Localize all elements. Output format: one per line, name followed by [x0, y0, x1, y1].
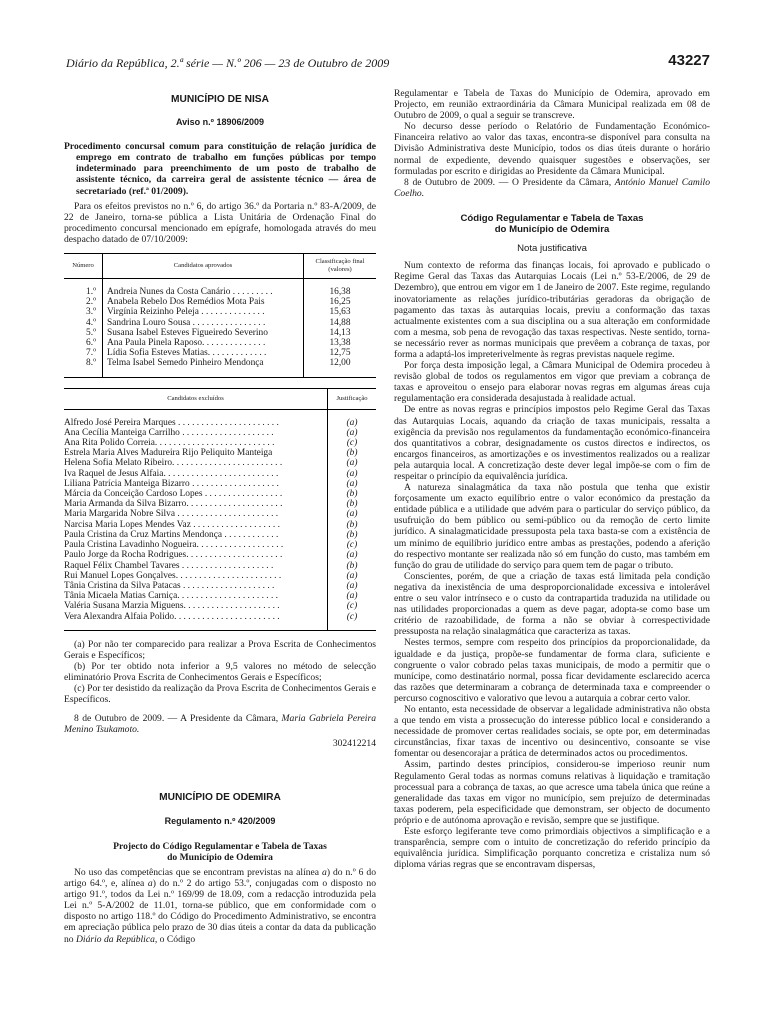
procedimento-title: Procedimento concursal comum para constituição de relação jurídica de emprego em contrato de trabalho em funções públicas por tempo indeterminado para preenchimento de um posto de trabalho de assistente técnico, da carreira geral de assistente técnico — área de secretariado (ref.ª 01/2009). — [64, 141, 376, 197]
leader-dots: . . . . . . . . . — [230, 287, 273, 298]
leader-dots: . . . . . . . . . . . . . . . . . . . . . . . — [175, 570, 282, 581]
leader-dots: . . . . . . . . . . . . . . — [202, 338, 266, 349]
candidate-name — [103, 338, 304, 348]
leader-dots: . . . . . . . . . . . . . . . . . . . . . . — [177, 591, 279, 602]
excluded-name — [64, 438, 328, 448]
candidate-name — [103, 358, 304, 368]
org-title-odemira: MUNICÍPIO DE ODEMIRA — [159, 791, 281, 803]
excluded-name-text: Iva Raquel de Jesus Alfaia — [64, 468, 164, 479]
row-number: 3.º — [86, 307, 96, 318]
leader-dots: . . . . . . . . . . . . . . . . . . . . . . . — [174, 611, 280, 622]
nota-paragraph: Num contexto de reforma das finanças locais, foi aprovado e publicado o Regime Geral das Taxas das Autarquias Locais (Lei n.º 53-E/2006, de 29 de Dezembro), que entrou em vigor em 1 de Janeiro de 2007. Este regime, regulando inovatoriamente as relações jurídico-tributárias geradoras da obrigação de pagamento das taxas às autarquias locais, previu a conformação das taxas actualmente existentes com a sua disciplina ou a sua alteração em conformidade com a mesma, sob pena de revogação das taxas respectivas. Neste sentido, torna-se necessário rever as normas municipais que prevêem a cobrança de taxas, por forma a adaptá-los impreterivelmente às regras previstas naquele regime. — [394, 260, 710, 360]
table-row — [64, 428, 376, 438]
candidate-name-text: Sandrina Louro Sousa — [107, 317, 191, 328]
nota-paragraph: Este esforço legiferante teve como primordiais objectivos a simplificação e a transparência, sempre com o intuito de concretização do referido princípio da equivalência jurídica. Simplificação porquanto concretiza e cristaliza num só diploma várias regras que se encontravam dispersas, — [394, 826, 710, 871]
leader-dots: . . . . . . . . . . . . — [222, 529, 279, 540]
table-row — [64, 489, 376, 499]
leader-dots: . . . . . . . . . . . . . . . . . . . . . — [186, 550, 283, 561]
justification-code: (c) — [328, 601, 377, 611]
excluded-name — [64, 581, 328, 591]
nota-paragraph: Por força desta imposição legal, a Câmara Municipal de Odemira procedeu à revisão global de todos os regulamentos em vigor que previam a cobrança de taxas e aproveitou o ensejo para elaborar novas regras em algumas áreas cuja regulamentação era considerada desajustada à realidade actual. — [394, 360, 710, 405]
excluded-name — [64, 540, 328, 550]
table-row — [64, 571, 376, 581]
row-number: 2.º — [86, 297, 96, 308]
classification-value: 16,38 — [304, 287, 377, 297]
table-row — [64, 418, 376, 428]
excluded-name — [64, 458, 328, 468]
para1-part: Diário da República — [76, 933, 155, 945]
justification-code: (a) — [328, 581, 377, 591]
justification-code: (a) — [328, 550, 377, 560]
justification-code: (a) — [328, 509, 377, 519]
odemira-signature — [394, 177, 710, 199]
table-row — [64, 540, 376, 550]
nisa-signature — [64, 713, 376, 735]
note-a: (a) Por não ter comparecido para realizar a Prova Escrita de Conhecimentos Gerais e Específicos; — [64, 638, 376, 661]
excluded-name — [64, 499, 328, 509]
excluded-name-text: Estrela Maria Alves Madureira Rijo Peliquito Manteiga — [64, 448, 273, 459]
candidate-name — [103, 287, 304, 297]
table-row — [64, 318, 376, 328]
notes — [64, 639, 376, 706]
table-row — [64, 509, 376, 519]
leader-dots: . . . . . . . . . . . . . . . . . . . . . . — [175, 509, 279, 520]
excluded-name-text: Alfredo José Pereira Marques — [64, 417, 176, 428]
justification-code: (c) — [328, 438, 377, 448]
classification-value: 12,00 — [304, 358, 377, 368]
justification-code: (a) — [328, 458, 377, 468]
table-row — [64, 601, 376, 611]
excluded-name-text: Maria Margarida Nobre Silva — [64, 509, 175, 520]
candidate-name-text: Ana Paula Pinela Raposo — [107, 338, 203, 349]
table-row — [64, 307, 376, 317]
approved-table — [64, 253, 376, 378]
excluded-name-text: Vera Alexandra Alfaia Polido — [64, 611, 175, 622]
nisa-signature-text: 8 de Outubro de 2009. — A Presidente da Câmara, — [74, 713, 282, 725]
leader-dots: . . . . . . . . . . . . . . . . . — [202, 489, 283, 500]
right-column — [394, 88, 710, 870]
excluded-name — [64, 612, 328, 622]
table-row — [64, 458, 376, 468]
excluded-name — [64, 489, 328, 499]
justification-code: (c) — [328, 612, 377, 622]
excluded-name — [64, 520, 328, 530]
leader-dots: . . . . . . . . . . . . . . . . . . . . . . . . . . — [154, 438, 275, 449]
excluded-name-text: Paula Cristina da Cruz Martins Mendonça — [64, 529, 223, 540]
leader-dots: . . . . . . . . . . . . . . . . . . . — [190, 519, 280, 530]
para1-part: ) do n.º 6 do artigo 64.º, e, alínea — [64, 866, 376, 890]
para1-part: No uso das competências que se encontram previstas na alínea — [74, 866, 323, 878]
org-title-nisa: MUNICÍPIO DE NISA — [171, 94, 269, 105]
table-row — [64, 550, 376, 560]
excluded-name-text: Maria Armanda da Silva Bizarro — [64, 499, 187, 510]
candidate-name — [103, 307, 304, 317]
aviso-title: Aviso n.º 18906/2009 — [175, 117, 264, 128]
leader-dots: . . . . . . . . . . . . . . . . . . . — [189, 478, 279, 489]
para1-part: a — [322, 866, 327, 878]
leader-dots: . . . . . . . . . . . . . . . . . . . . . . . . . — [163, 468, 279, 479]
excluded-name-text: Tânia Cristina da Silva Patacas — [64, 580, 181, 591]
justification-code: (a) — [328, 418, 377, 428]
justification-code: (b) — [328, 530, 377, 540]
para1-part: ) do n.º 2 do artigo 53.º, conjugadas com o disposto no artigo 91.º, todos da Lei n.º 169/99 de 18.09, com a redacção introduzida pela Lei n.º 5-A/2002 de 11.01, torna-se público, que em conformidade com o disposto no artigo 118.º do Código do Procedimento Administrativo, se encontra em apreciação pública pelo prazo de 30 dias úteis a contar da data da publicação no — [64, 878, 376, 945]
justification-code: (b) — [328, 499, 377, 509]
table-row — [64, 348, 376, 358]
table-row — [64, 469, 376, 479]
excluded-name-text: Ana Cecília Manteiga Carrilho — [64, 427, 180, 438]
leader-dots: . . . . . . . . . . . . . . — [198, 307, 265, 318]
nota-paragraph: No entanto, esta necessidade de observar a legalidade administrativa não obsta a que tendo em vista a prossecução do interesse público local e considerando a necessidade de promover certas realidades sociais, se opte por, em determinadas circunstâncias, fixar taxas de incentivo ou desincentivo, consoante se vise fomentar ou desencorajar a prática de determinados actos ou procedimentos. — [394, 703, 710, 760]
col-header-justificacao: Justificação — [328, 388, 377, 409]
table-row — [64, 328, 376, 338]
justification-code: (a) — [328, 428, 377, 438]
odemira-continuation: Regulamentar e Tabela de Taxas do Município de Odemira, aprovado em Projecto, em reunião extraordinária da Câmara Municipal realizada em 08 de Outubro de 2009, o qual a seguir se transcreve. — [394, 88, 710, 122]
table-row — [64, 581, 376, 591]
excluded-name — [64, 591, 328, 601]
row-number: 4.º — [86, 317, 96, 328]
classification-value: 14,88 — [304, 318, 377, 328]
nota-body — [394, 260, 710, 870]
justification-code: (a) — [328, 479, 377, 489]
excluded-name-text: Ana Rita Polido Correia — [64, 438, 155, 449]
row-number: 7.º — [86, 348, 96, 359]
table-row — [64, 297, 376, 307]
excluded-name — [64, 428, 328, 438]
classification-value: 15,63 — [304, 307, 377, 317]
table-row — [64, 591, 376, 601]
candidate-name-text: Anabela Rebelo Dos Remédios Mota Pais — [107, 297, 265, 308]
justification-code: (c) — [328, 540, 377, 550]
table-row — [64, 530, 376, 540]
excluded-name-text: Liliana Patrícia Manteiga Bizarro — [64, 478, 190, 489]
leader-dots: . . . . . . . . . . . . . . . . . . . . — [179, 560, 274, 571]
table-row — [64, 479, 376, 489]
candidate-name-text: Telma Isabel Semedo Pinheiro Mendonça — [107, 358, 264, 369]
odemira-para1 — [64, 867, 376, 945]
leader-dots: . . . . . . . . . . . . . . . . . . . . . — [183, 601, 280, 612]
col-header-numero: Número — [64, 254, 103, 279]
page-number: 43227 — [668, 52, 710, 69]
leader-dots: . . . . . . . . . . . . . — [207, 348, 267, 359]
candidate-name — [103, 318, 304, 328]
regulamento-title: Regulamento n.º 420/2009 — [164, 815, 276, 826]
projecto-title-line1: Projecto do Código Regulamentar e Tabela de Taxas — [113, 840, 327, 852]
justification-code: (a) — [328, 591, 377, 601]
nota-justificativa-heading: Nota justificativa — [517, 243, 587, 255]
para1-part: a — [147, 878, 153, 890]
odemira-signature-text: 8 de Outubro de 2009. — O Presidente da Câmara, — [404, 176, 615, 188]
table-row — [64, 438, 376, 448]
table-row — [64, 287, 376, 297]
nota-paragraph: Nestes termos, sempre com respeito dos princípios da proporcionalidade, da igualdade e da justiça, propõe-se fundamentar de forma clara, suficiente e congruente o valor cobrado pelas taxas municipais, de modo a permitir que o munícipe, como destinatário normal, possa ficar devidamente esclarecido acerca das razões que determinaram a cobrança de determinada taxa e compreender o percurso cognoscitivo e valorativo que levou a autarquia a cobrar certo valor. — [394, 637, 710, 704]
nota-paragraph: A natureza sinalagmática da taxa não postula que tenha que existir forçosamente um exacto equilíbrio entre o valor económico da prestação da entidade pública e a utilidade que advém para o particular do serviço público, da usufruição do bem público ou semi-público ou da remoção de certo limite jurídico. A sinalagmaticidade pressuposta pela taxa basta-se com a existência de um mínimo de equilíbrio jurídico entre ambas as prestações, podendo a aferição do respectivo montante ser realizada não só em função do custo, mas também em função do grau de utilidade do serviço para quem tem de pagar o tributo. — [394, 482, 710, 571]
candidate-name-text: Lídia Sofia Esteves Matias — [107, 348, 208, 359]
justification-code: (a) — [328, 571, 377, 581]
row-number: 6.º — [86, 338, 96, 349]
col-header-excluidos: Candidatos excluídos — [64, 388, 328, 409]
codigo-title-line2: do Município de Odemira — [494, 224, 610, 236]
leader-dots: . . . . . . . . . . . . . . . . . . . . . . . . — [172, 458, 283, 469]
candidate-name — [103, 297, 304, 307]
leader-dots: . . . . . . . . . . . . . . . . . . . — [196, 540, 284, 551]
justification-code: (b) — [328, 520, 377, 530]
journal-title: Diário da República, 2.ª série — N.º 206 — 23 de Outubro de 2009 — [66, 56, 390, 70]
leader-dots: . . . . . . . . . . . . . . . . . . . . . — [186, 499, 283, 510]
excluded-table — [64, 388, 376, 631]
projecto-title-line2: do Município de Odemira — [167, 851, 273, 863]
nisa-intro: Para os efeitos previstos no n.º 6, do artigo 36.º da Portaria n.º 83-A/2009, de 22 de Janeiro, torna-se pública a Lista Unitária de Ordenação Final do procedimento concursal mencionado em epígrafe, homologada através do meu despacho datado de 07/10/2009: — [64, 200, 376, 245]
candidate-name-text: Andreia Nunes da Costa Canário — [107, 287, 231, 298]
row-number: 1.º — [86, 287, 96, 298]
justification-code: (a) — [328, 469, 377, 479]
page-header — [66, 52, 710, 74]
excluded-name-text: Narcisa Maria Lopes Mendes Vaz — [64, 519, 191, 530]
excluded-name — [64, 509, 328, 519]
odemira-relatorio: No decurso desse período o Relatório de Fundamentação Económico-Financeira relativo ao valor das taxas, encontra-se disponível para consulta na Divisão Administrativa deste Município, todos os dias úteis durante o horário normal de expediente, devendo quaisquer sugestões e observações, ser formuladas por escrito e dirigidas ao Presidente da Câmara Municipal. — [394, 121, 710, 177]
nota-paragraph: De entre as novas regras e princípios impostos pelo Regime Geral das Taxas das Autarquias Locais, aquando da criação de taxas municipais, ressalta a exigência da previsão nos regulamentos da fundamentação económico-financeira dos quantitativos a cobrar, designadamente os custos directos e indirectos, os encargos financeiros, as amortizações e os investimentos realizados ou a realizar pela autarquia local. A concretização deste dever legal impõe-se com o fim de respeitar o princípio da equivalência jurídica. — [394, 404, 710, 482]
nisa-doc-code: 302412214 — [332, 738, 376, 750]
candidate-name-text: Virgínia Reizinho Peleja — [107, 307, 199, 318]
table-row — [64, 561, 376, 571]
excluded-name — [64, 448, 328, 458]
odemira-signature-name: António Manuel Camilo Coelho. — [394, 176, 710, 199]
leader-dots: . . . . . . . . . . . . . . . . . . . . . . — [175, 417, 279, 428]
nota-paragraph: Conscientes, porém, de que a criação de taxas está limitada pela condição negativa da inexistência de uma desproporcionalidade excessiva e intolerável entre o seu valor intrínseco e o custo da contrapartida traduzida na utilidade ou nas utilidades proporcionadas a quem as deve pagar, adopta-se como base um critério de razoabilidade, de forma a não se obviar à correspectividade pressuposta na relação sinalagmática que caracteriza as taxas. — [394, 570, 710, 638]
excluded-name-text: Márcia da Conceição Cardoso Lopes — [64, 489, 203, 500]
candidate-name — [103, 328, 304, 338]
left-column — [64, 88, 376, 945]
row-number: 5.º — [86, 327, 96, 338]
classification-value: 13,38 — [304, 338, 377, 348]
excluded-name — [64, 561, 328, 571]
table-row — [64, 338, 376, 348]
excluded-name — [64, 530, 328, 540]
excluded-name-text: Paula Cristina Lavadinho Nogueira — [64, 540, 197, 551]
nota-paragraph: Assim, partindo destes princípios, considerou-se imperioso reunir num Regulamento Geral todas as normas comuns relativas à liquidação e tramitação processual para a cobrança de taxas, ao que acresce uma tabela única que reúne a generalidade das taxas em vigor no município, sem prejuízo de determinadas taxas poderem, pela especificidade que demonstram, ser objecto de documento próprio e de autónoma aprovação e revisão, sempre que se justifique. — [394, 759, 710, 826]
col-header-classificacao: Classificação final (valores) — [304, 254, 377, 279]
para1-part: , o Código — [154, 933, 196, 945]
excluded-name-text: Valéria Susana Marzia Miguens — [64, 601, 184, 612]
leader-dots: . . . . . . . . . . . . . . . . . . . . — [180, 580, 275, 591]
excluded-name — [64, 418, 328, 428]
excluded-name — [64, 469, 328, 479]
codigo-title-line1: Código Regulamentar e Tabela de Taxas — [460, 212, 644, 224]
classification-value: 16,25 — [304, 297, 377, 307]
leader-dots: . . . . . . . . . . . . . . . . — [190, 317, 266, 328]
col-header-candidatos: Candidatos aprovados — [103, 254, 304, 279]
nisa-signature-name: Maria Gabriela Pereira Menino Tsukamoto. — [64, 713, 376, 736]
excluded-name — [64, 550, 328, 560]
classification-value: 14,13 — [304, 328, 377, 338]
excluded-name-text: Rui Manuel Lopes Gonçalves — [64, 570, 176, 581]
excluded-name-text: Helena Sofia Melato Ribeiro — [64, 458, 173, 469]
excluded-name-text: Raquel Félix Chambel Tavares — [64, 560, 180, 571]
note-b: (b) Por ter obtido nota inferior a 9,5 valores no método de selecção eliminatório Prova Escrita de Conhecimentos Gerais e Específicos; — [64, 660, 376, 683]
table-row — [64, 520, 376, 530]
table-row — [64, 499, 376, 509]
classification-value: 12,75 — [304, 348, 377, 358]
table-row — [64, 448, 376, 458]
excluded-name — [64, 601, 328, 611]
excluded-name-text: Paulo Jorge da Rocha Rodrigues — [64, 550, 187, 561]
excluded-name — [64, 479, 328, 489]
leader-dots: . . . . . . . . . . . . . . . . . . . . — [179, 427, 274, 438]
candidate-name-text: Susana Isabel Esteves Figueiredo Severino — [107, 327, 268, 338]
table-row — [64, 358, 376, 368]
excluded-name-text: Tânia Micaela Matias Carniça — [64, 591, 178, 602]
excluded-name — [64, 571, 328, 581]
justification-code: (b) — [328, 448, 377, 458]
justification-code: (b) — [328, 489, 377, 499]
candidate-name — [103, 348, 304, 358]
note-c: (c) Por ter desistido da realização da Prova Escrita de Conhecimentos Gerais e Específicos. — [64, 683, 376, 706]
row-number: 8.º — [86, 358, 96, 369]
table-row — [64, 612, 376, 622]
justification-code: (b) — [328, 561, 377, 571]
